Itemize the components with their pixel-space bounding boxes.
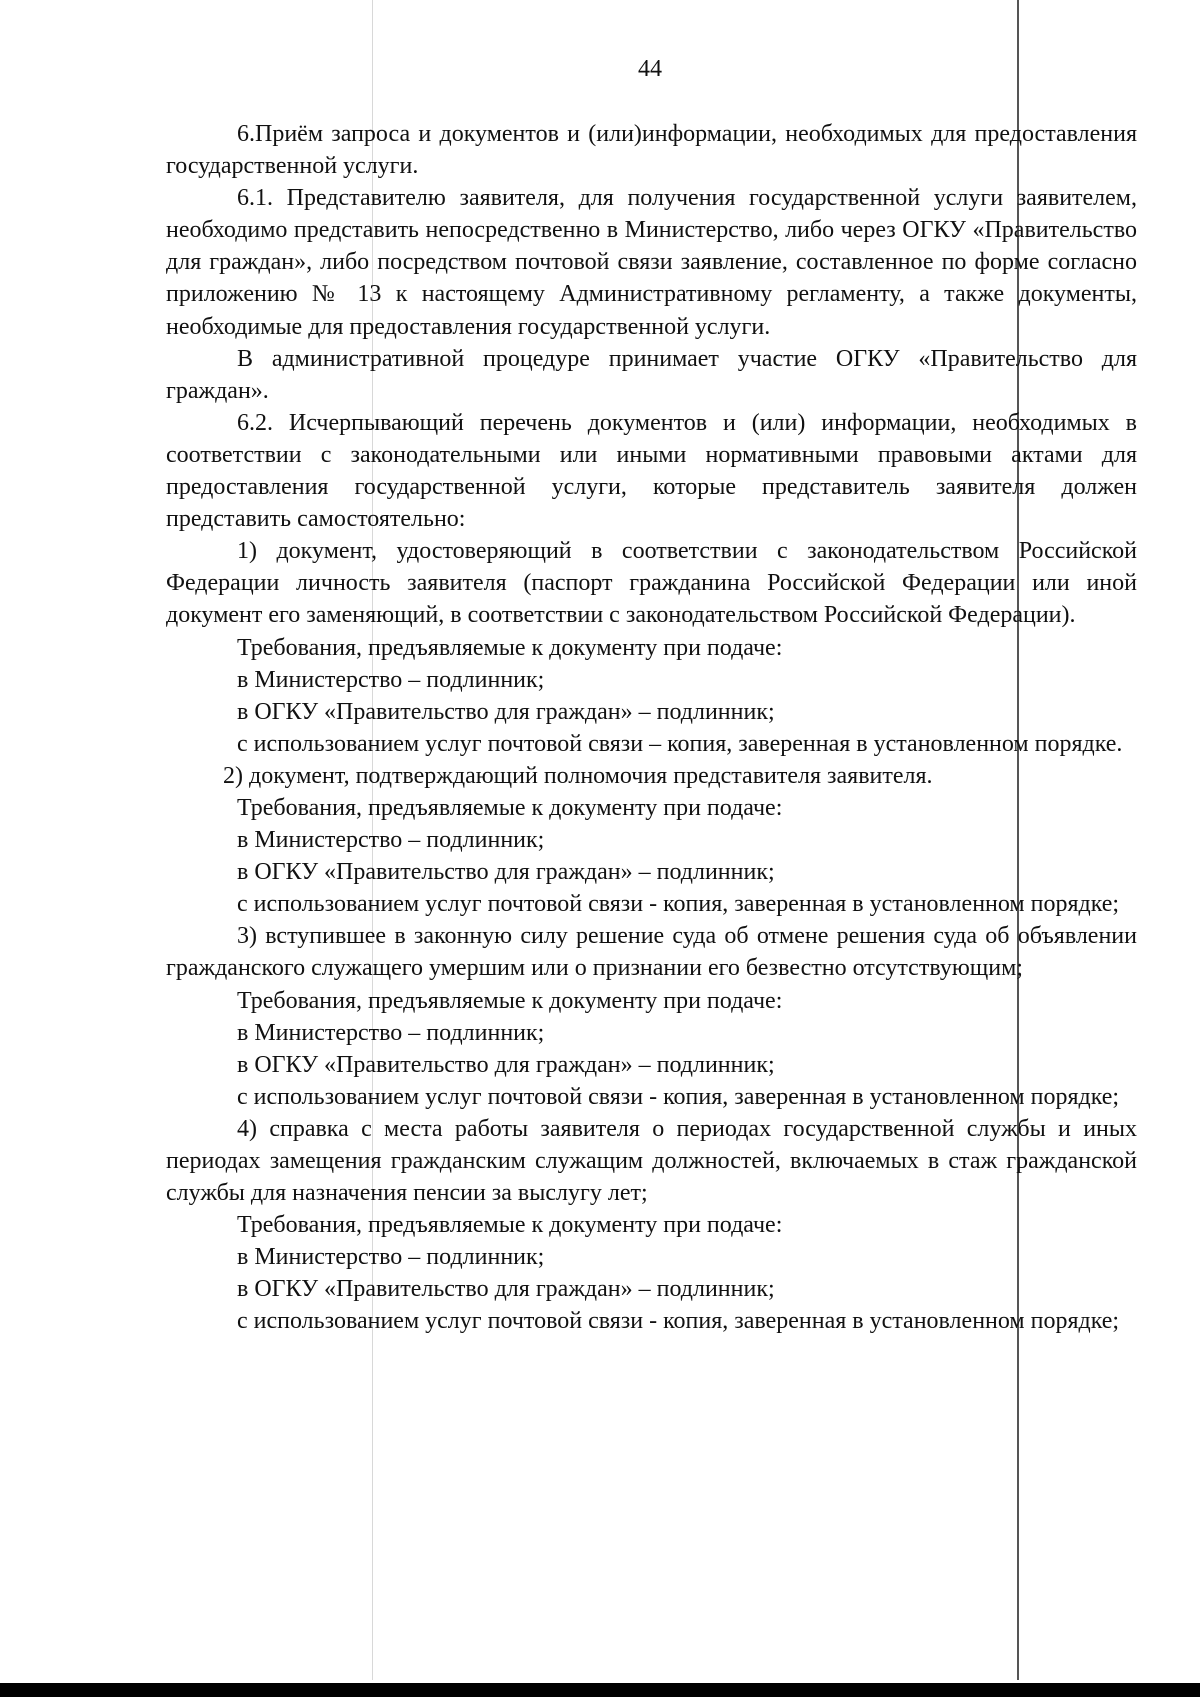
requirement-ministry: в Министерство – подлинник; xyxy=(237,1019,545,1046)
paragraph-participation: В административной процедуре принимает участие ОГКУ «Правительство для граждан». xyxy=(166,345,1137,404)
paragraph-6-2: 6.2. Исчерпывающий перечень документов и (или) информации, необходимых в соответствии с законодательными или иными нормативными правовыми актами для предоставления государственной услуги, которые представитель заявителя должен представить самостоятельно: xyxy=(166,409,1137,533)
requirement-ministry: в Министерство – подлинник; xyxy=(237,666,545,693)
requirement-ministry: в Министерство – подлинник; xyxy=(237,1244,545,1271)
requirement-ogku: в ОГКУ «Правительство для граждан» – подлинник; xyxy=(237,1051,775,1078)
requirement-post: с использованием услуг почтовой связи - копия, заверенная в установленном порядке; xyxy=(237,1308,1120,1335)
requirement-ogku: в ОГКУ «Правительство для граждан» – подлинник; xyxy=(237,859,775,886)
requirement-post: с использованием услуг почтовой связи - копия, заверенная в установленном порядке; xyxy=(237,891,1120,918)
paragraph-6-1: 6.1. Представителю заявителя, для получения государственной услуги заявителем, необходимо представить непосредственно в Министерство, либо через ОГКУ «Правительство для граждан», либо посредством почтовой связи заявление, составленное по форме согласно приложению № 13 к настоящему Административному регламенту, а также документы, необходимые для предоставления государственной услуги. xyxy=(166,185,1137,340)
paragraph-6: 6.Приём запроса и документов и (или)информации, необходимых для предоставления государственной услуги. xyxy=(166,121,1137,180)
list-item-1: 1) документ, удостоверяющий в соответствии с законодательством Российской Федерации личность заявителя (паспорт гражданина Российской Федерации или иной документ его заменяющий, в соответствии с законодательством Российской Федерации). xyxy=(166,538,1137,629)
requirement-ogku: в ОГКУ «Правительство для граждан» – подлинник; xyxy=(237,1276,775,1303)
requirement-ogku: в ОГКУ «Правительство для граждан» – подлинник; xyxy=(237,698,775,725)
document-body xyxy=(166,118,1137,1338)
list-item-2: 2) документ, подтверждающий полномочия представителя заявителя. xyxy=(223,762,933,789)
requirement-post: с использованием услуг почтовой связи – копия, заверенная в установленном порядке. xyxy=(237,730,1123,757)
requirements-heading: Требования, предъявляемые к документу при подаче: xyxy=(237,987,783,1014)
scan-bottom-edge xyxy=(0,1683,1200,1697)
requirement-post: с использованием услуг почтовой связи - копия, заверенная в установленном порядке; xyxy=(237,1083,1120,1110)
requirements-heading: Требования, предъявляемые к документу при подаче: xyxy=(237,1212,783,1239)
list-item-4: 4) справка с места работы заявителя о периодах государственной службы и иных периодах замещения гражданским служащим должностей, включаемых в стаж гражданской службы для назначения пенсии за выслугу лет; xyxy=(166,1115,1137,1207)
requirements-heading: Требования, предъявляемые к документу при подаче: xyxy=(237,794,783,821)
page-number: 44 xyxy=(638,56,662,82)
requirements-heading: Требования, предъявляемые к документу при подаче: xyxy=(237,634,783,661)
list-item-3: 3) вступившее в законную силу решение суда об отмене решения суда об объявлении гражданского служащего умершим или о признании его безвестно отсутствующим; xyxy=(166,923,1137,982)
requirement-ministry: в Министерство – подлинник; xyxy=(237,827,545,854)
